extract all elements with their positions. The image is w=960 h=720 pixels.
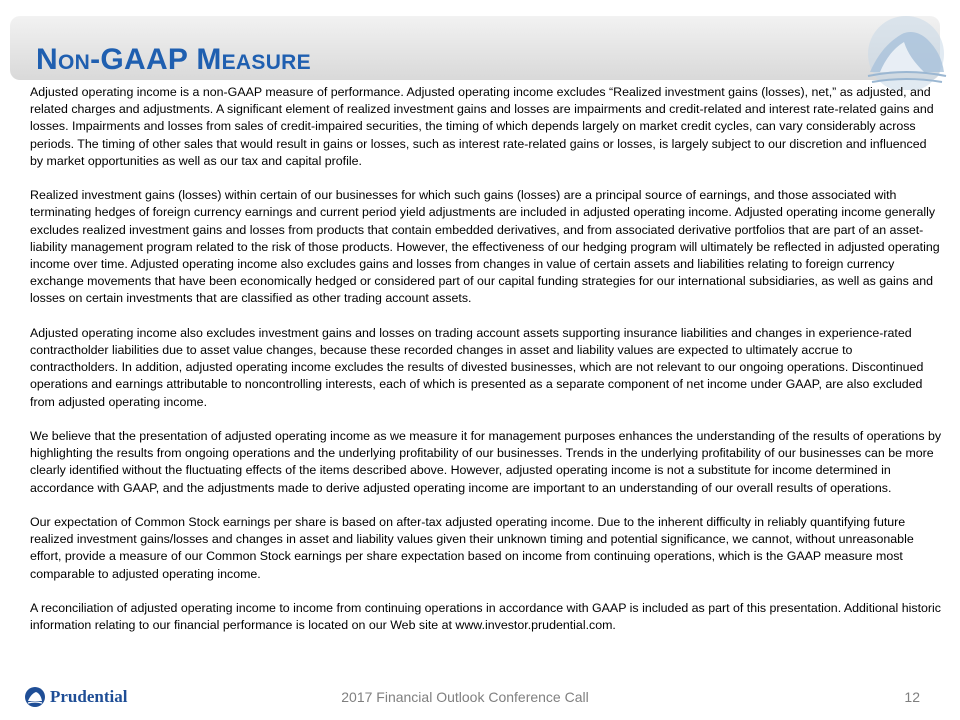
footer-brand: Prudential: [50, 687, 128, 706]
paragraph-5: Our expectation of Common Stock earnings per share is based on after-tax adjusted operating income. Due to the inherent difficulty in reliably quantifying future realized investment gains/losses and changes in asset and liability values given their unknown timing and potential significance, we cannot, without unreasonable effort, provide a measure of our Common Stock earnings per share expectation based on income from continuing operations, which is the GAAP measure most comparable to adjusted operating income.: [30, 515, 914, 581]
rock-of-gibraltar-icon: [858, 14, 948, 90]
paragraph-2: Realized investment gains (losses) within certain of our businesses for which such gains (losses) are a principal source of earnings, and those associated with terminating hedges of foreign currency earnings and current period yield adjustments are included in adjusted operating income. Adjusted operating income generally excludes realized investment gains and losses from products that contain embedded derivatives, and from associated derivative portfolios that are part of an asset-liability management program related to the risk of those products. However, the effectiveness of our hedging program will ultimately be reflected in adjusted operating income over time. Adjusted operating income also excludes gains and losses from changes in value of certain assets and liabilities relating to foreign currency exchange movements that have been economically hedged or considered part of our capital funding strategies for our international subsidiaries, as well as gains and losses on certain investments that are classified as other trading account assets.: [30, 188, 940, 306]
paragraph-1: Adjusted operating income is a non-GAAP measure of performance. Adjusted operating income excludes “Realized investment gains (losses), net,” as adjusted, and related charges and adjustments. A significant element of realized investment gains and losses are impairments and credit-related and interest rate-related gains and losses. Impairments and losses from sales of credit-impaired securities, the timing of which depends largely on market credit cycles, can vary considerably across periods. The timing of other sales that would result in gains or losses, such as interest rate-related gains or losses, is largely subject to our discretion and influenced by market opportunities as well as our tax and capital profile.: [30, 85, 934, 168]
footer-caption: 2017 Financial Outlook Conference Call: [341, 689, 589, 705]
paragraph-4: We believe that the presentation of adjusted operating income as we measure it for management purposes enhances the understanding of the results of operations by highlighting the results from ongoing operations and the underlying profitability of our businesses. Trends in the underlying profitability of our businesses can be more clearly identified without the fluctuating effects of the items described above. However, adjusted operating income is not a substitute for income determined in accordance with GAAP, and the adjustments made to derive adjusted operating income are important to an understanding of our overall results of operations.: [30, 429, 942, 495]
page-title: Non-GAAP Measure: [36, 43, 311, 76]
paragraph-3: Adjusted operating income also excludes investment gains and losses on trading account assets supporting insurance liabilities and changes in experience-rated contractholder liabilities due to asset value changes, because these recorded changes in asset and liability values are expected to ultimately accrue to contractholders. In addition, adjusted operating income excludes the results of divested businesses, which are not relevant to our ongoing operations. Discontinued operations and earnings attributable to noncontrolling interests, each of which is presented as a separate component of net income under GAAP, are also excluded from adjusted operating income.: [30, 325, 924, 409]
paragraph-6: A reconciliation of adjusted operating income to income from continuing operations in accordance with GAAP is included as part of this presentation. Additional historic information relating to our financial performance is located on our Web site at www.investor.prudential.com.: [30, 601, 942, 633]
page-number: 12: [904, 689, 920, 705]
body-text: [30, 84, 942, 652]
